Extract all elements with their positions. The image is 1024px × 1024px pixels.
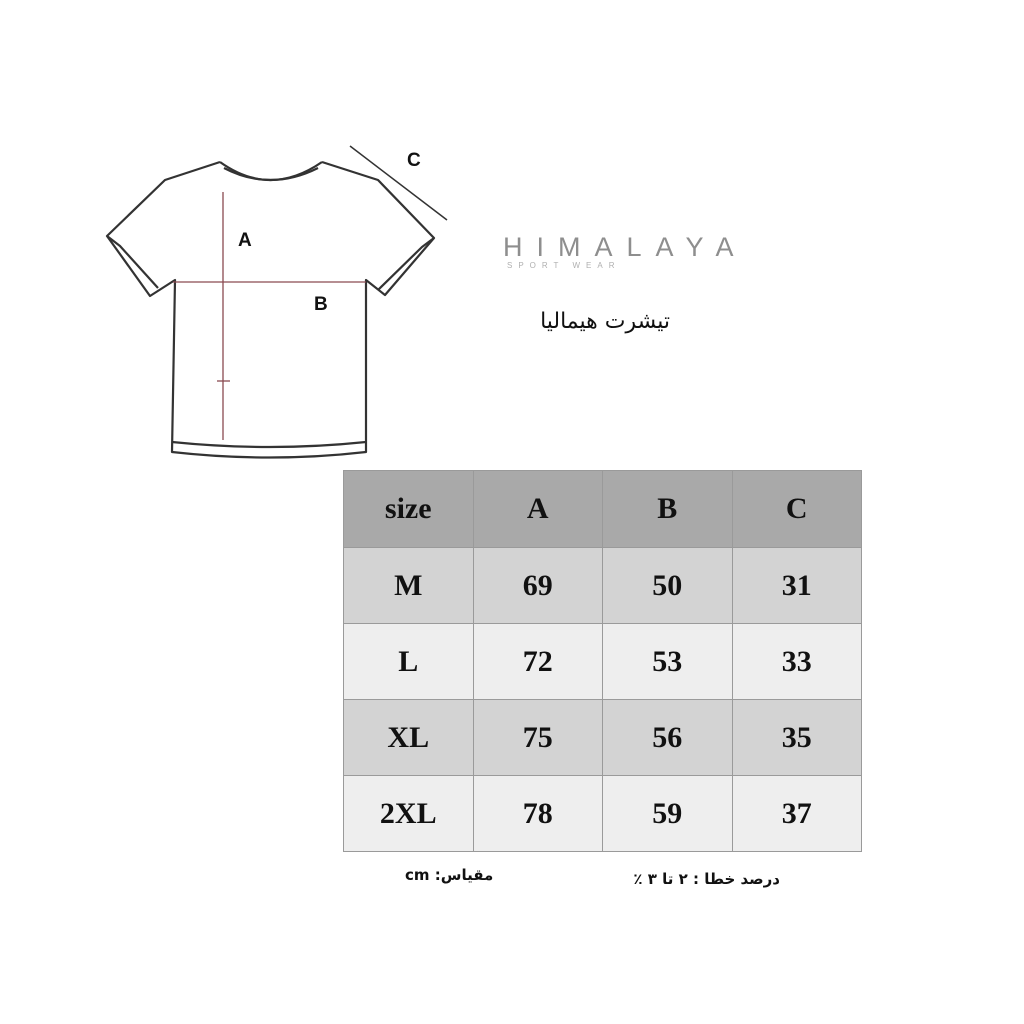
cell-a: 75 bbox=[473, 700, 603, 776]
cell-size: L bbox=[344, 624, 474, 700]
brand-logo bbox=[503, 232, 803, 270]
measure-line-c bbox=[350, 146, 447, 220]
error-margin-note: درصد خطا : ۲ تا ۳ ٪ bbox=[633, 870, 780, 888]
right-sleeve-cuff bbox=[378, 238, 434, 290]
size-table-header-row bbox=[344, 471, 862, 548]
cell-b: 56 bbox=[603, 700, 733, 776]
cell-b: 50 bbox=[603, 548, 733, 624]
table-row bbox=[344, 700, 862, 776]
cell-c: 33 bbox=[732, 624, 862, 700]
table-row bbox=[344, 624, 862, 700]
cell-size: M bbox=[344, 548, 474, 624]
cell-c: 35 bbox=[732, 700, 862, 776]
product-name: تیشرت هیمالیا bbox=[540, 309, 670, 334]
dimension-label-a: A bbox=[238, 230, 252, 251]
dimension-label-c: C bbox=[407, 150, 421, 171]
brand-tagline: SPORT WEAR bbox=[507, 261, 621, 270]
tshirt-collar-inner bbox=[224, 168, 318, 180]
dimension-label-b: B bbox=[314, 294, 328, 315]
cell-b: 59 bbox=[603, 776, 733, 852]
cell-size: 2XL bbox=[344, 776, 474, 852]
tshirt-diagram bbox=[100, 130, 470, 470]
header-c: C bbox=[732, 471, 862, 548]
cell-a: 78 bbox=[473, 776, 603, 852]
left-sleeve-cuff bbox=[107, 236, 158, 288]
cell-c: 31 bbox=[732, 548, 862, 624]
header-a: A bbox=[473, 471, 603, 548]
cell-a: 72 bbox=[473, 624, 603, 700]
cell-b: 53 bbox=[603, 624, 733, 700]
cell-a: 69 bbox=[473, 548, 603, 624]
tshirt-hem bbox=[172, 442, 366, 447]
cell-c: 37 bbox=[732, 776, 862, 852]
tshirt-collar-outer bbox=[220, 162, 322, 180]
unit-note: مقیاس: cm bbox=[405, 866, 494, 884]
header-b: B bbox=[603, 471, 733, 548]
table-row bbox=[344, 776, 862, 852]
tshirt-outline bbox=[107, 162, 434, 458]
brand-name: HIMALAYA bbox=[503, 232, 748, 262]
header-size: size bbox=[344, 471, 474, 548]
cell-size: XL bbox=[344, 700, 474, 776]
size-table bbox=[343, 470, 862, 852]
table-row bbox=[344, 548, 862, 624]
